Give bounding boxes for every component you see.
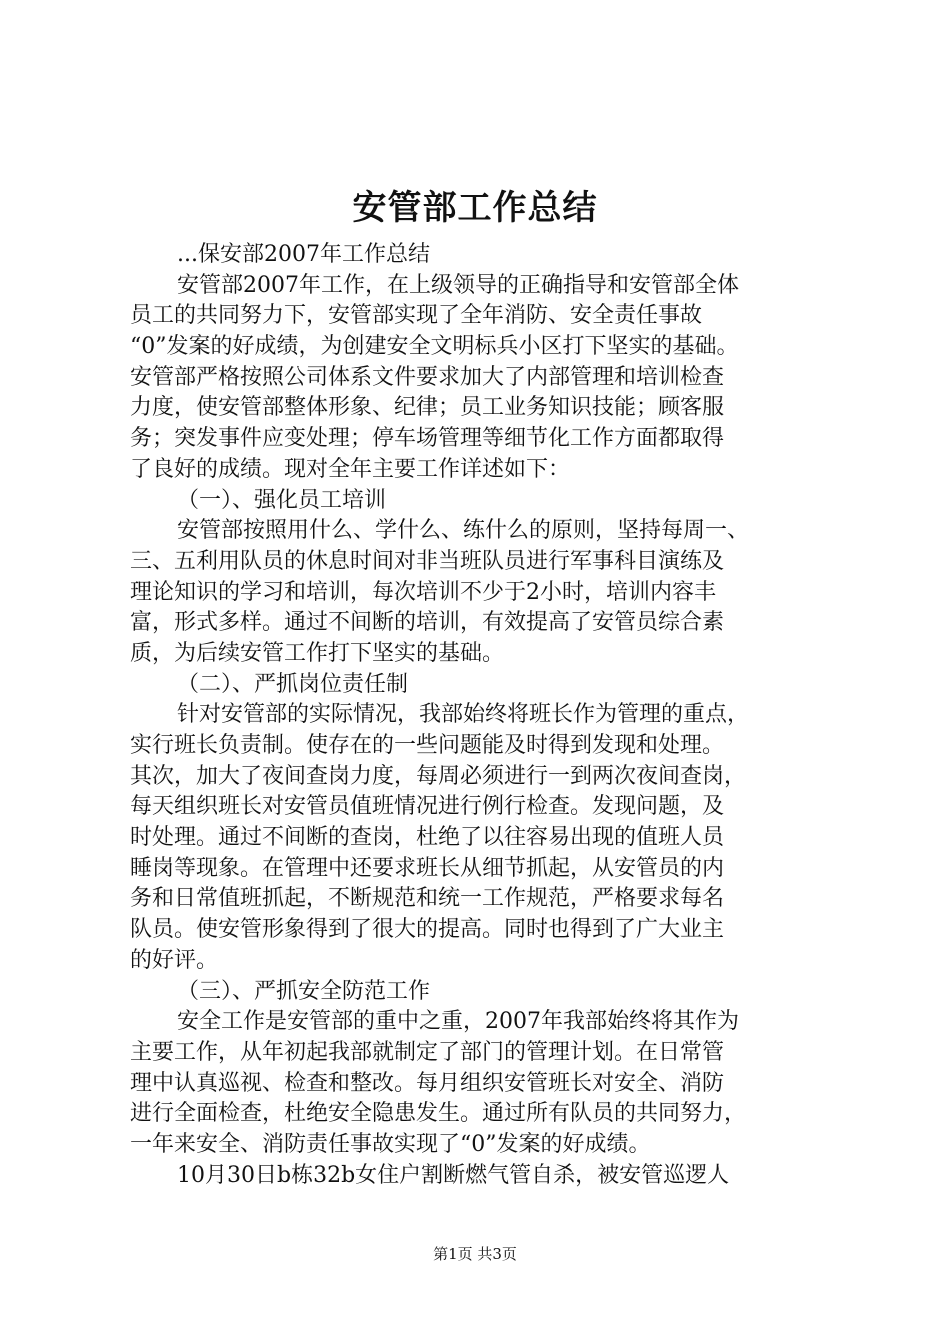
text-line: 三、五利用队员的休息时间对非当班队员进行军事科目演练及 [130, 548, 725, 574]
text-line: 每天组织班长对安管员值班情况进行例行检查。发现问题，及 [130, 794, 725, 820]
text-line: 一年来安全、消防责任事故实现了“0”发案的好成绩。 [130, 1131, 651, 1157]
text-line: 务和日常值班抓起，不断规范和统一工作规范，严格要求每名 [130, 886, 725, 912]
text-line: 实行班长负责制。使存在的一些问题能及时得到发现和处理。 [130, 733, 725, 758]
text-line: 理中认真巡视、检查和整改。每月组织安管班长对安全、消防 [130, 1070, 725, 1096]
text-line: 安管部严格按照公司体系文件要求加大了内部管理和培训检查 [130, 364, 725, 390]
text-line: 主要工作，从年初起我部就制定了部门的管理计划。在日常管 [130, 1039, 725, 1065]
text-line: 富，形式多样。通过不间断的培训，有效提高了安管员综合素 [130, 610, 725, 636]
text-line: 务；突发事件应变处理；停车场管理等细节化工作方面都取得 [130, 426, 725, 452]
text-line: 了良好的成绩。现对全年主要工作详述如下： [130, 456, 571, 482]
text-line: 质，为后续安管工作打下坚实的基础。 [130, 640, 505, 666]
text-line: 安管部按照用什么、学什么、练什么的原则，坚持每周一、 [177, 518, 750, 544]
text-line: 时处理。通过不间断的查岗，杜绝了以往容易出现的值班人员 [130, 825, 725, 851]
text-line: 睡岗等现象。在管理中还要求班长从细节抓起，从安管员的内 [130, 855, 725, 881]
document-title: 安管部工作总结 [352, 188, 598, 228]
page-number-footer: 第1页 共3页 [433, 1245, 517, 1263]
text-line: 队员。使安管形象得到了很大的提高。同时也得到了广大业主 [130, 917, 725, 943]
text-line: 安管部2007年工作，在上级领导的正确指导和安管部全体 [177, 272, 739, 298]
text-line: ...保安部2007年工作总结 [177, 242, 430, 267]
text-line: 其次，加大了夜间查岗力度，每周必须进行一到两次夜间查岗， [130, 763, 747, 789]
text-line: （一）、强化员工培训 [177, 487, 387, 513]
text-line: 针对安管部的实际情况，我部始终将班长作为管理的重点， [177, 702, 750, 728]
text-line: 进行全面检查，杜绝安全隐患发生。通过所有队员的共同努力， [130, 1101, 747, 1127]
text-line: 理论知识的学习和培训，每次培训不少于2小时，培训内容丰 [130, 579, 716, 605]
text-line: 的好评。 [130, 947, 219, 973]
text-line: （二）、严抓岗位责任制 [177, 671, 409, 697]
text-line: 10月30日b栋32b女住户割断燃气管自杀，被安管巡逻人 [177, 1162, 730, 1188]
text-line: 安全工作是安管部的重中之重，2007年我部始终将其作为 [177, 1009, 739, 1035]
text-line: “0”发案的好成绩，为创建安全文明标兵小区打下坚实的基础。 [130, 334, 739, 360]
text-line: （三）、严抓安全防范工作 [177, 978, 431, 1004]
document-body [130, 240, 842, 1191]
text-line: 力度，使安管部整体形象、纪律；员工业务知识技能；顾客服 [130, 395, 725, 421]
text-line: 员工的共同努力下，安管部实现了全年消防、安全责任事故 [130, 303, 703, 329]
